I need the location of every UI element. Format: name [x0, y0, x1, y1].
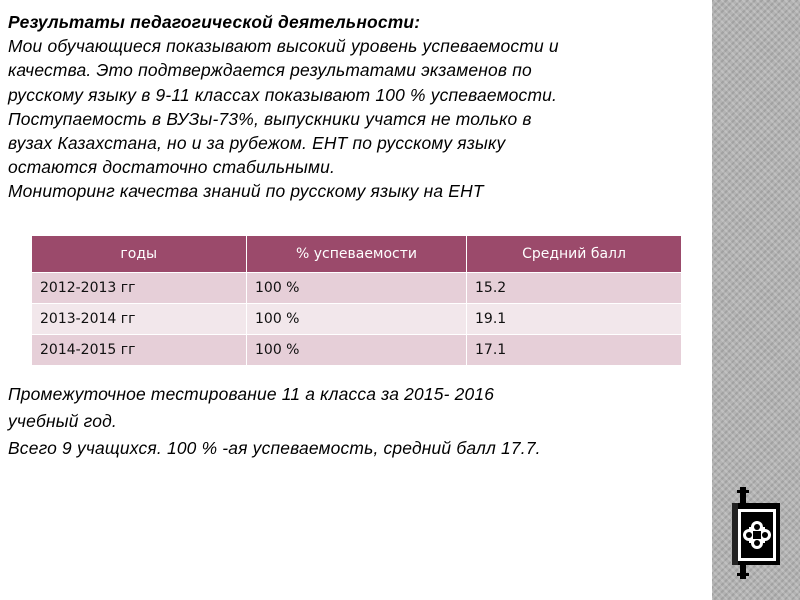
cell-year: 2013-2014 гг: [32, 304, 247, 335]
outro-text: [8, 381, 708, 462]
intro-text: [8, 10, 708, 204]
cell-average-score: 17.1: [467, 335, 682, 366]
cell-success-rate: 100 %: [247, 304, 467, 335]
cell-success-rate: 100 %: [247, 273, 467, 304]
table-row: [32, 304, 682, 335]
table-row: [32, 335, 682, 366]
column-header-success-rate: % успеваемости: [247, 236, 467, 273]
table-header-row: [32, 236, 682, 273]
intro-line: Мои обучающиеся показывают высокий уровень успеваемости и: [8, 36, 559, 57]
cell-average-score: 19.1: [467, 304, 682, 335]
intro-line: Мониторинг качества знаний по русскому языку на ЕНТ: [8, 181, 484, 202]
cell-year: 2012-2013 гг: [32, 273, 247, 304]
column-header-average-score: Средний балл: [467, 236, 682, 273]
cell-average-score: 15.2: [467, 273, 682, 304]
results-table: [31, 236, 682, 366]
intro-line: Поступаемость в ВУЗы-73%, выпускники учатся не только в: [8, 108, 532, 129]
intro-line: вузах Казахстана, но и за рубежом. ЕНТ по русскому языку: [8, 133, 506, 154]
cell-year: 2014-2015 гг: [32, 335, 247, 366]
column-header-years: годы: [32, 236, 247, 273]
table-row: [32, 273, 682, 304]
intro-line: качества. Это подтверждается результатами экзаменов по: [8, 60, 532, 81]
cell-success-rate: 100 %: [247, 335, 467, 366]
outro-line: учебный год.: [8, 411, 117, 431]
book-icon: [730, 487, 782, 579]
outro-line: Всего 9 учащихся. 100 % -ая успеваемость, средний балл 17.7.: [8, 438, 541, 458]
intro-line: русскому языку в 9-11 классах показывают 100 % успеваемости.: [8, 84, 558, 105]
intro-line: остаются достаточно стабильными.: [8, 157, 335, 178]
slide-heading: Результаты педагогической деятельности:: [8, 12, 421, 32]
outro-line: Промежуточное тестирование 11 а класса за 2015- 2016: [8, 384, 495, 404]
